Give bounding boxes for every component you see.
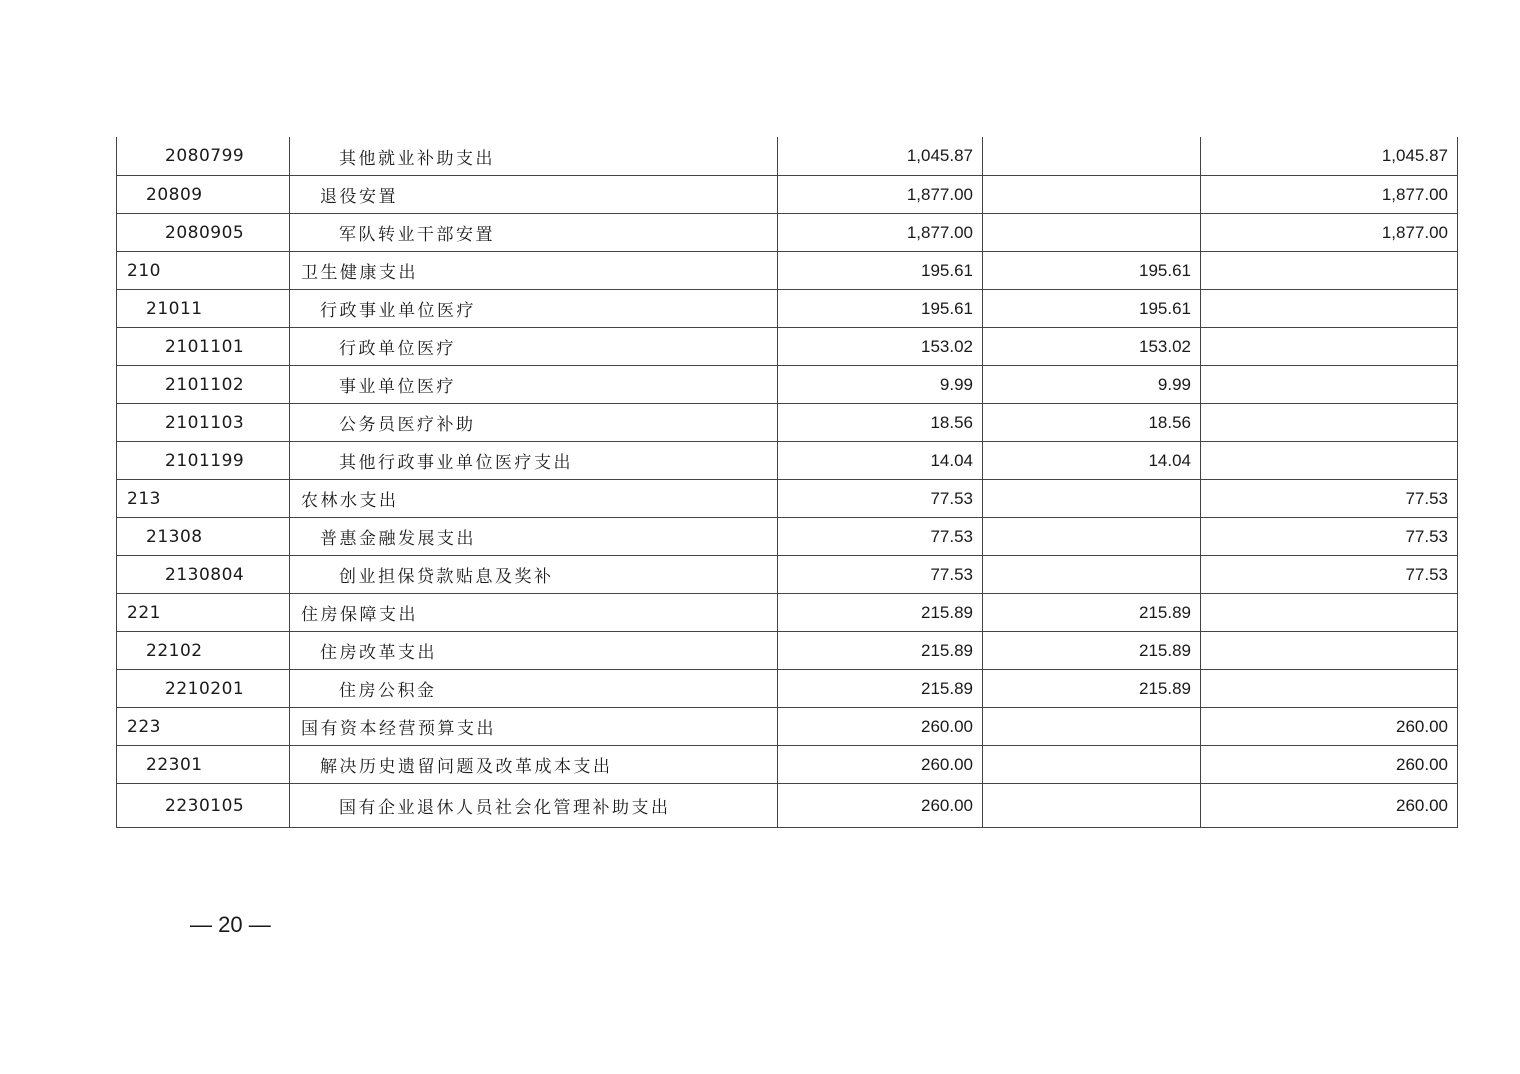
subject-code-cell: 22301 [117, 746, 290, 784]
total-amount-cell: 260.00 [778, 746, 983, 784]
table-row [117, 670, 1458, 708]
subject-name-cell: 创业担保贷款贴息及奖补 [290, 556, 778, 594]
table-row [117, 594, 1458, 632]
subject-code-cell: 2101102 [117, 366, 290, 404]
total-amount-cell: 18.56 [778, 404, 983, 442]
project-expenditure-cell: 77.53 [1201, 556, 1458, 594]
project-expenditure-cell [1201, 290, 1458, 328]
subject-name-cell: 其他行政事业单位医疗支出 [290, 442, 778, 480]
subject-code-cell: 221 [117, 594, 290, 632]
basic-expenditure-cell [983, 708, 1201, 746]
subject-code-cell: 213 [117, 480, 290, 518]
subject-code-cell: 2080799 [117, 137, 290, 176]
subject-name-cell: 住房保障支出 [290, 594, 778, 632]
subject-code-cell: 2101101 [117, 328, 290, 366]
table-row [117, 518, 1458, 556]
project-expenditure-cell: 1,045.87 [1201, 137, 1458, 176]
project-expenditure-cell [1201, 404, 1458, 442]
table-row [117, 708, 1458, 746]
table-row [117, 556, 1458, 594]
project-expenditure-cell: 260.00 [1201, 708, 1458, 746]
total-amount-cell: 260.00 [778, 708, 983, 746]
subject-code-cell: 2210201 [117, 670, 290, 708]
subject-name-cell: 农林水支出 [290, 480, 778, 518]
basic-expenditure-cell: 215.89 [983, 594, 1201, 632]
subject-name-cell: 住房改革支出 [290, 632, 778, 670]
subject-name-cell: 普惠金融发展支出 [290, 518, 778, 556]
total-amount-cell: 77.53 [778, 480, 983, 518]
basic-expenditure-cell [983, 746, 1201, 784]
basic-expenditure-cell: 215.89 [983, 670, 1201, 708]
total-amount-cell: 260.00 [778, 784, 983, 828]
table-row [117, 632, 1458, 670]
table-row [117, 176, 1458, 214]
subject-name-cell: 退役安置 [290, 176, 778, 214]
project-expenditure-cell [1201, 594, 1458, 632]
subject-name-cell: 卫生健康支出 [290, 252, 778, 290]
subject-code-cell: 20809 [117, 176, 290, 214]
basic-expenditure-cell: 14.04 [983, 442, 1201, 480]
total-amount-cell: 215.89 [778, 632, 983, 670]
total-amount-cell: 77.53 [778, 518, 983, 556]
total-amount-cell: 195.61 [778, 252, 983, 290]
table-row [117, 784, 1458, 828]
subject-code-cell: 21011 [117, 290, 290, 328]
table-row [117, 404, 1458, 442]
table-row [117, 137, 1458, 176]
total-amount-cell: 1,045.87 [778, 137, 983, 176]
total-amount-cell: 215.89 [778, 594, 983, 632]
subject-name-cell: 公务员医疗补助 [290, 404, 778, 442]
subject-code-cell: 2130804 [117, 556, 290, 594]
subject-name-cell: 国有资本经营预算支出 [290, 708, 778, 746]
table-row [117, 480, 1458, 518]
subject-code-cell: 223 [117, 708, 290, 746]
table-row [117, 214, 1458, 252]
project-expenditure-cell [1201, 328, 1458, 366]
table-row [117, 290, 1458, 328]
project-expenditure-cell: 77.53 [1201, 480, 1458, 518]
subject-name-cell: 事业单位医疗 [290, 366, 778, 404]
project-expenditure-cell: 260.00 [1201, 784, 1458, 828]
total-amount-cell: 9.99 [778, 366, 983, 404]
subject-code-cell: 2080905 [117, 214, 290, 252]
project-expenditure-cell [1201, 366, 1458, 404]
basic-expenditure-cell [983, 137, 1201, 176]
table-row [117, 252, 1458, 290]
total-amount-cell: 153.02 [778, 328, 983, 366]
basic-expenditure-cell: 18.56 [983, 404, 1201, 442]
basic-expenditure-cell: 9.99 [983, 366, 1201, 404]
project-expenditure-cell: 260.00 [1201, 746, 1458, 784]
basic-expenditure-cell: 195.61 [983, 290, 1201, 328]
subject-code-cell: 210 [117, 252, 290, 290]
basic-expenditure-cell: 215.89 [983, 632, 1201, 670]
total-amount-cell: 14.04 [778, 442, 983, 480]
project-expenditure-cell [1201, 252, 1458, 290]
total-amount-cell: 77.53 [778, 556, 983, 594]
subject-code-cell: 2101103 [117, 404, 290, 442]
basic-expenditure-cell [983, 784, 1201, 828]
subject-name-cell: 解决历史遗留问题及改革成本支出 [290, 746, 778, 784]
subject-code-cell: 2230105 [117, 784, 290, 828]
project-expenditure-cell [1201, 442, 1458, 480]
total-amount-cell: 1,877.00 [778, 214, 983, 252]
basic-expenditure-cell: 195.61 [983, 252, 1201, 290]
project-expenditure-cell: 1,877.00 [1201, 214, 1458, 252]
basic-expenditure-cell [983, 556, 1201, 594]
subject-code-cell: 21308 [117, 518, 290, 556]
project-expenditure-cell [1201, 670, 1458, 708]
subject-name-cell: 其他就业补助支出 [290, 137, 778, 176]
subject-name-cell: 国有企业退休人员社会化管理补助支出 [290, 784, 778, 828]
project-expenditure-cell [1201, 632, 1458, 670]
total-amount-cell: 195.61 [778, 290, 983, 328]
total-amount-cell: 215.89 [778, 670, 983, 708]
table-row [117, 442, 1458, 480]
table-row [117, 366, 1458, 404]
subject-name-cell: 行政事业单位医疗 [290, 290, 778, 328]
table-row [117, 328, 1458, 366]
table-row [117, 746, 1458, 784]
subject-name-cell: 军队转业干部安置 [290, 214, 778, 252]
project-expenditure-cell: 1,877.00 [1201, 176, 1458, 214]
subject-name-cell: 行政单位医疗 [290, 328, 778, 366]
basic-expenditure-cell [983, 518, 1201, 556]
basic-expenditure-cell [983, 176, 1201, 214]
subject-name-cell: 住房公积金 [290, 670, 778, 708]
total-amount-cell: 1,877.00 [778, 176, 983, 214]
basic-expenditure-cell [983, 214, 1201, 252]
project-expenditure-cell: 77.53 [1201, 518, 1458, 556]
basic-expenditure-cell: 153.02 [983, 328, 1201, 366]
table-body [117, 137, 1458, 828]
basic-expenditure-cell [983, 480, 1201, 518]
subject-code-cell: 2101199 [117, 442, 290, 480]
subject-code-cell: 22102 [117, 632, 290, 670]
page-number: — 20 — [190, 912, 271, 937]
budget-expenditure-table [116, 137, 1458, 828]
